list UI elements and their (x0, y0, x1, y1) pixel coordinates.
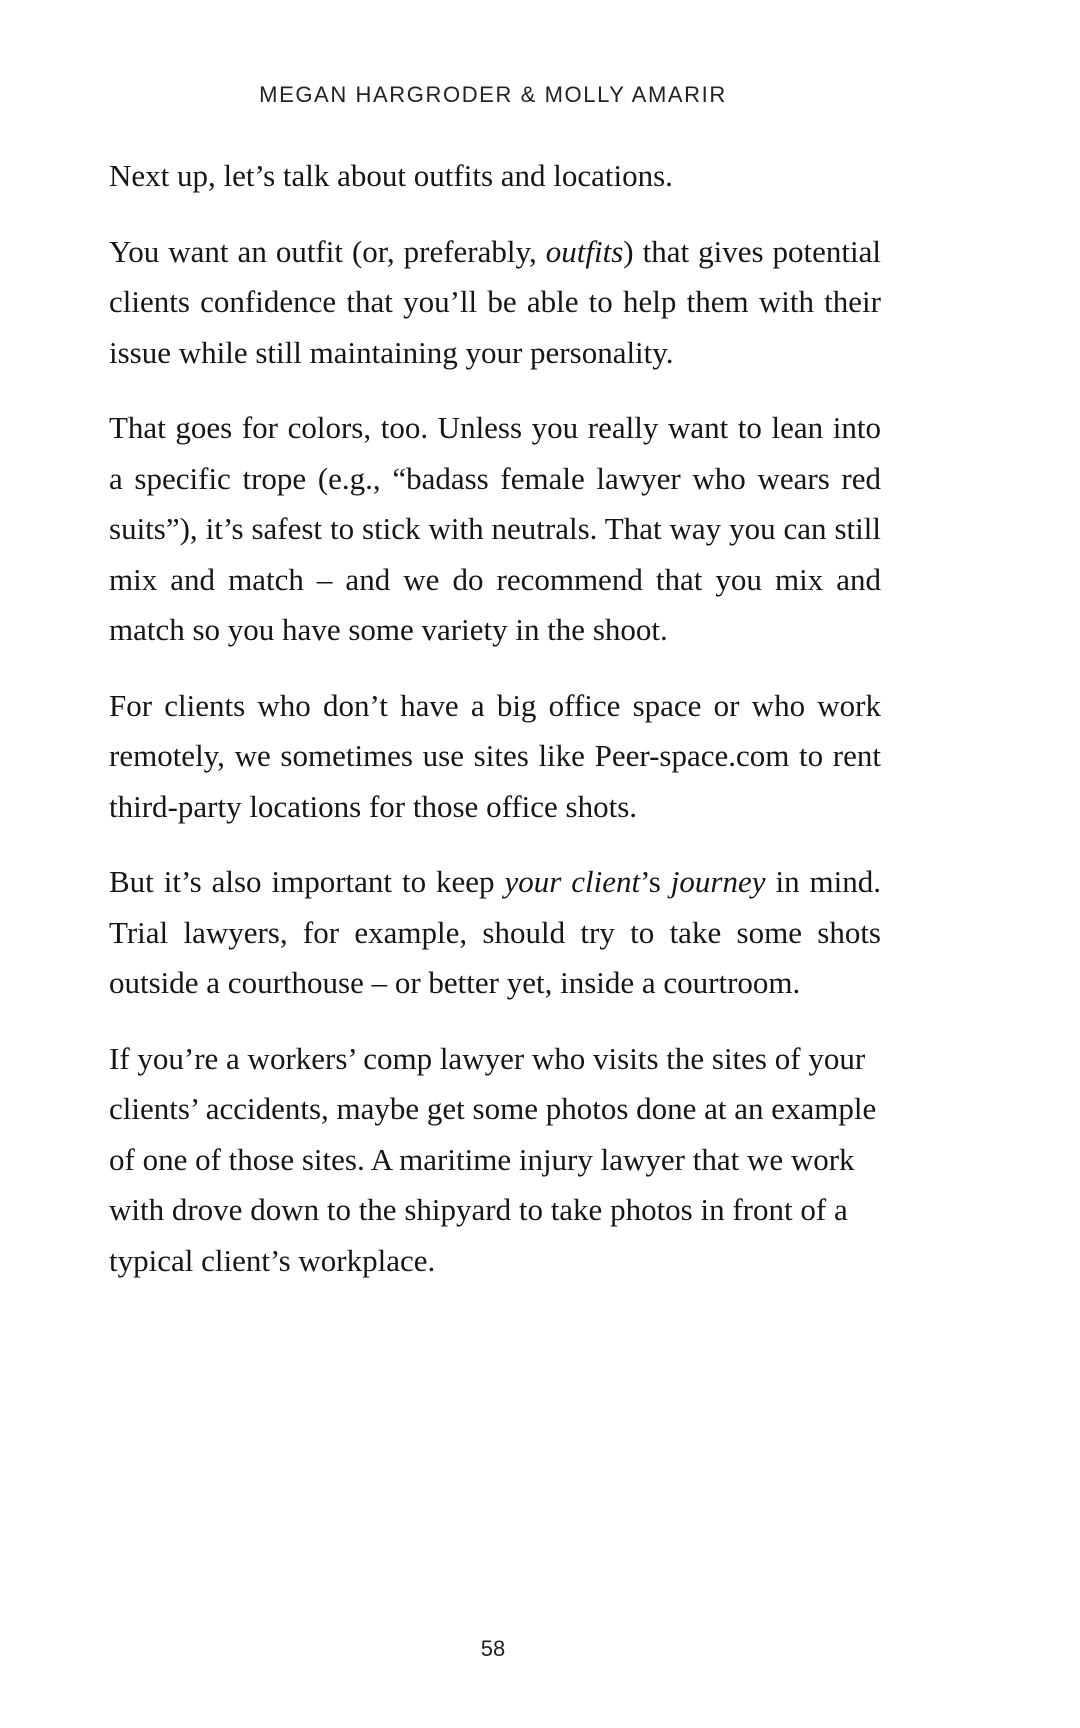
paragraph-outfits-intro: Next up, let’s talk about outfits and locations. (109, 158, 673, 193)
paragraph-client-journey-text-3: in mind. Trial lawyers, for example, should try to take some shots outside a courthouse – or better yet, inside a courtroom. (109, 864, 881, 1000)
paragraph-outfit-advice (109, 227, 881, 379)
paragraph-locations: For clients who don’t have a big office space or who work remotely, we sometimes use sites like Peer-space.com to rent third-party locations for those office shots. (109, 687, 881, 824)
paragraph-outfit-advice-text-2: ) that gives potential clients confidence that you’ll be able to help them with their issue while still maintaining your personality. (109, 233, 881, 370)
running-header: MEGAN HARGRODER & MOLLY AMARIR (259, 82, 727, 107)
emphasis-your-client: your client (504, 864, 641, 899)
body-text (109, 151, 881, 1311)
paragraph-colors: That goes for colors, too. Unless you really want to lean into a specific trope (e.g., “badass female lawyer who wears red suits”), it’s safest to stick with neutrals. That way you can still mix and match – and we do recommend that you mix and match so you have some variety in the shoot. (109, 410, 881, 647)
paragraph-workers-comp: If you’re a workers’ comp lawyer who visits the sites of your clients’ accidents, maybe get some photos done at an example of one of those sites. A maritime injury lawyer that we work with drove down to the shipyard to take photos in front of a typical client’s workplace. (109, 1040, 877, 1278)
paragraph-client-journey-text-2: ’s (640, 864, 671, 899)
paragraph-client-journey (109, 857, 881, 1009)
emphasis-journey: journey (670, 864, 766, 899)
emphasis-outfits: outfits (545, 233, 624, 269)
paragraph-outfit-advice-text-1: You want an outfit (or, preferably, (109, 233, 546, 269)
paragraph-client-journey-text-1: But it’s also important to keep (109, 864, 505, 899)
page-number: 58 (480, 1636, 506, 1661)
